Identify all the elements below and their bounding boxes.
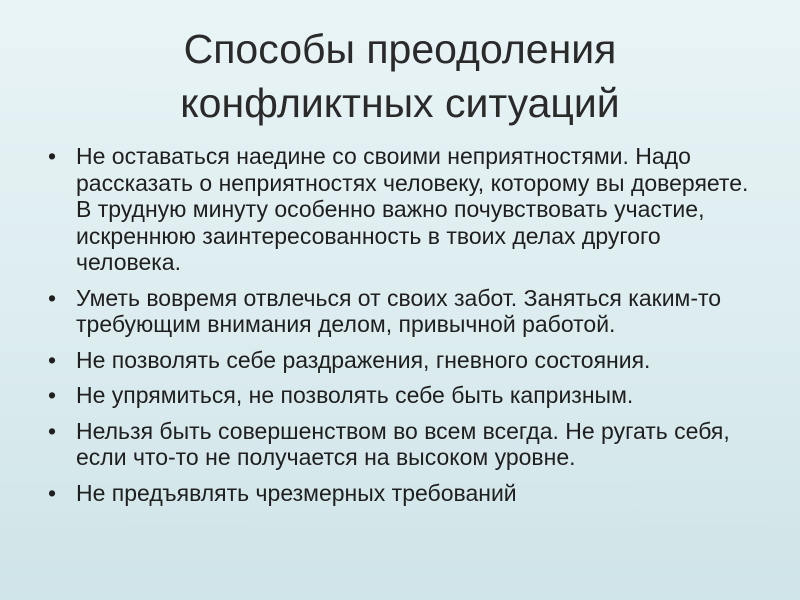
bullet-item [48,418,760,471]
bullet-icon: • [48,382,57,408]
slide-title-line-2: конфликтных ситуаций [180,80,620,126]
bullet-item [48,347,760,374]
slide-title [0,22,800,130]
bullet-item [48,285,760,338]
bullet-icon: • [48,143,57,169]
bullet-text: Нельзя быть совершенством во всем всегда. Не ругать себя, если что-то не получается на высоком уровне. [76,417,730,470]
bullet-icon: • [48,417,57,444]
bullet-text: Уметь вовремя отвлечься от своих забот. Заняться каким-то требующим внимания делом, привычной работой. [76,284,722,337]
bullet-text: Не предъявлять чрезмерных требований [76,479,517,506]
bullet-text: Не оставаться наедине со своими неприятностями. Надо рассказать о неприятностях человеку, которому вы доверяете. В трудную минуту особенно важно почувствовать участие, искреннюю заинтересованность в твоих делах другого человека. [76,143,749,275]
bullet-icon: • [48,479,57,506]
bullet-icon: • [48,284,57,311]
bullet-text: Не упрямиться, не позволять себе быть капризным. [76,382,634,408]
bullet-icon: • [48,346,57,373]
bullet-list [48,143,760,515]
slide-title-line-1: Способы преодоления [183,26,617,72]
bullet-item [48,480,760,507]
bullet-item [48,143,760,276]
bullet-text: Не позволять себе раздражения, гневного состояния. [76,346,651,373]
bullet-item [48,382,760,409]
